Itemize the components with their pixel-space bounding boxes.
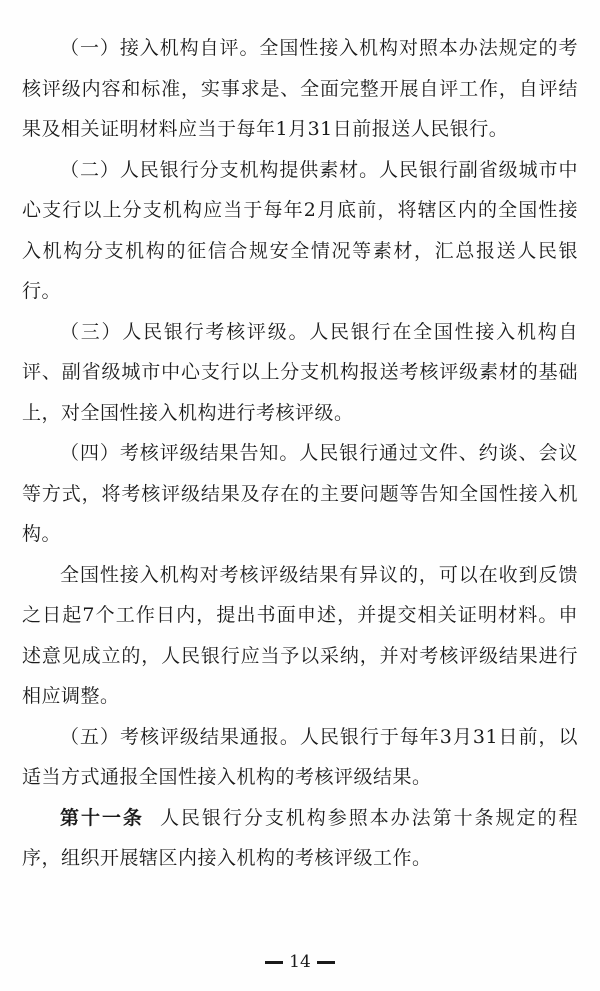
page-footer: [0, 952, 600, 972]
footer-dash-left: [265, 961, 283, 964]
footer-dash-right: [317, 961, 335, 964]
article-heading: 第十一条: [60, 806, 144, 829]
paragraph-branch-materials: （二）人民银行分支机构提供素材。人民银行副省级城市中心支行以上分支机构应当于每年2月底前，将辖区内的全国性接入机构分支机构的征信合规安全情况等素材，汇总报送人民银行。: [22, 158, 578, 302]
article-body: 人民银行分支机构参照本办法第十条规定的程序，组织开展辖区内接入机构的考核评级工作。: [22, 806, 578, 869]
paragraph-result-notification: （四）考核评级结果告知。人民银行通过文件、约谈、会议等方式，将考核评级结果及存在的主要问题等告知全国性接入机构。: [22, 442, 578, 545]
paragraph-result-announcement: （五）考核评级结果通报。人民银行于每年3月31日前，以适当方式通报全国性接入机构的考核评级结果。: [22, 725, 578, 788]
paragraph-article-eleven: [22, 798, 578, 879]
document-body: [22, 28, 578, 879]
paragraph-pbc-rating: （三）人民银行考核评级。人民银行在全国性接入机构自评、副省级城市中心支行以上分支机构报送考核评级素材的基础上，对全国性接入机构进行考核评级。: [22, 320, 578, 424]
paragraph-self-assessment: （一）接入机构自评。全国性接入机构对照本办法规定的考核评级内容和标准，实事求是、全面完整开展自评工作，自评结果及相关证明材料应当于每年1月31日前报送人民银行。: [22, 37, 578, 140]
paragraph-objection: 全国性接入机构对考核评级结果有异议的，可以在收到反馈之日起7个工作日内，提出书面申述，并提交相关证明材料。申述意见成立的，人民银行应当予以采纳，并对考核评级结果进行相应调整。: [22, 563, 578, 707]
page-number: 14: [289, 952, 311, 972]
